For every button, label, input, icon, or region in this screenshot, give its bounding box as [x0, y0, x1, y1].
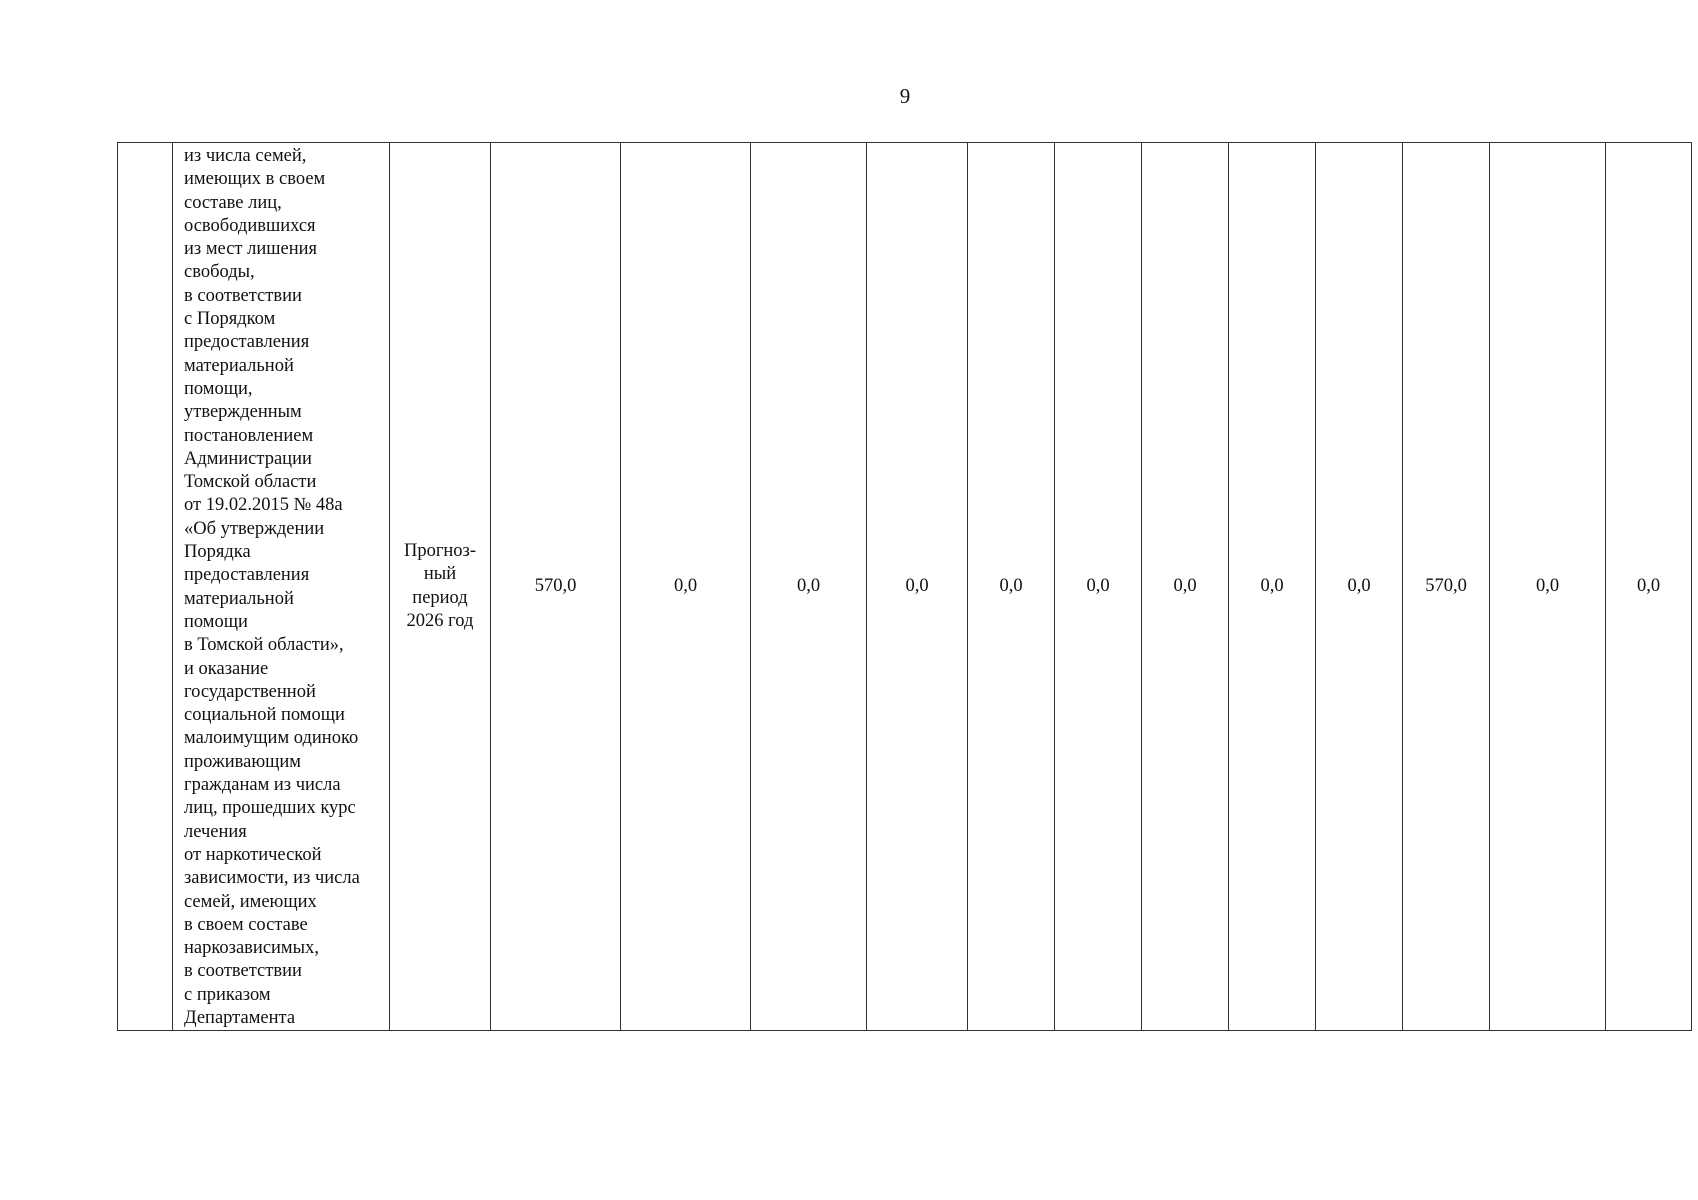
value-cell: 0,0 [968, 143, 1055, 1031]
value-cell: 0,0 [621, 143, 751, 1031]
value-cell: 0,0 [1490, 143, 1606, 1031]
value-cell: 0,0 [1142, 143, 1229, 1031]
value-cell: 0,0 [1229, 143, 1316, 1031]
row-description: из числа семей, имеющих в своем составе лиц, освободившихся из мест лишения свободы, в соответствии с Порядком предоставления материальной помощи, утвержденным постановлением Администрации Томской области от 19.02.2015 № 48а «Об утверждении Порядка предоставления материальной помощи в Томской области», и оказание государственной социальной помощи малоимущим одиноко проживающим гражданам из числа лиц, прошедших курс лечения от наркотической зависимости, из числа семей, имеющих в своем составе наркозависимых, в соответствии с приказом Департамента [173, 143, 390, 1031]
value-cell-total: 570,0 [491, 143, 621, 1031]
row-number-cell [118, 143, 173, 1031]
page-number: 9 [899, 84, 911, 108]
value-cell: 0,0 [867, 143, 968, 1031]
value-cell: 0,0 [1606, 143, 1692, 1031]
value-cell: 0,0 [1055, 143, 1142, 1031]
table-row [118, 143, 1692, 1031]
budget-table [117, 142, 1692, 1031]
value-cell: 570,0 [1403, 143, 1490, 1031]
row-period: Прогноз- ный период 2026 год [390, 143, 491, 1031]
value-cell: 0,0 [1316, 143, 1403, 1031]
value-cell: 0,0 [751, 143, 867, 1031]
